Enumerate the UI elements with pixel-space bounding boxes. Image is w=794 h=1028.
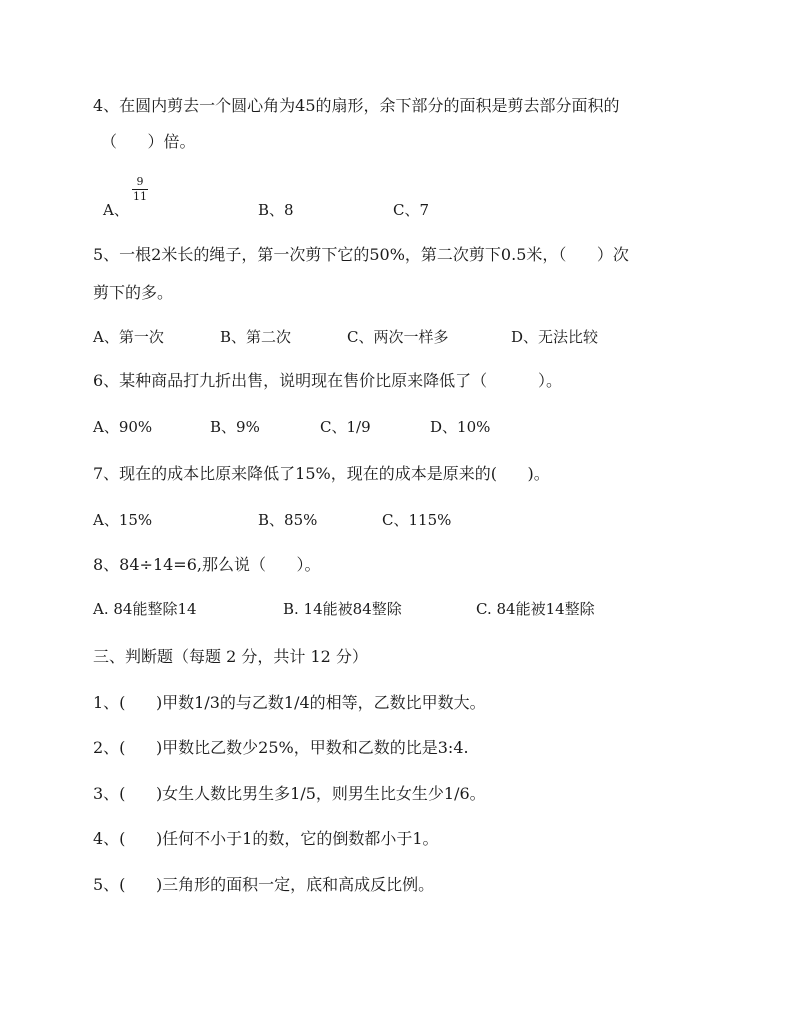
q5-option-c: C、两次一样多 [347,328,449,346]
q6-option-a: A、90% [93,418,153,436]
q4-option-a-label: A、 [103,201,129,219]
q4-option-b: B、8 [258,201,294,219]
q8-text: 8、84÷14=6,那么说（ ）。 [93,555,321,574]
fraction-denominator: 11 [133,190,147,203]
q5-option-a: A、第一次 [93,328,164,346]
q4-text-line1: 4、在圆内剪去一个圆心角为45的扇形，余下部分的面积是剪去部分面积的 [93,96,620,115]
q6-option-d: D、10% [430,418,491,436]
judgment-item-5: 5、( )三角形的面积一定，底和高成反比例。 [93,875,435,894]
judgment-item-1: 1、( )甲数1/3的与乙数1/4的相等，乙数比甲数大。 [93,693,486,712]
q6-option-b: B、9% [210,418,260,436]
q4-option-c: C、7 [393,201,430,219]
q5-text-line1: 5、一根2米长的绳子，第一次剪下它的50%，第二次剪下0.5米，（ ）次 [93,245,629,264]
fraction-numerator: 9 [136,175,144,188]
q5-option-b: B、第二次 [220,328,292,346]
q4-text-line2: （ ）倍。 [101,132,196,151]
q8-option-b: B. 14能被84整除 [283,600,402,618]
q8-option-a: A. 84能整除14 [93,600,197,618]
judgment-item-2: 2、( )甲数比乙数少25%，甲数和乙数的比是3:4. [93,738,469,757]
q8-option-c: C. 84能被14整除 [476,600,595,618]
q7-option-a: A、15% [93,511,153,529]
q7-option-c: C、115% [382,511,452,529]
q7-option-b: B、85% [258,511,318,529]
q5-option-d: D、无法比较 [511,328,599,346]
q6-option-c: C、1/9 [320,418,371,436]
judgment-item-3: 3、( )女生人数比男生多1/5，则男生比女生少1/6。 [93,784,486,803]
q6-text: 6、某种商品打九折出售，说明现在售价比原来降低了（ ）。 [93,371,563,390]
q4-option-a-fraction [132,176,148,203]
q5-text-line2: 剪下的多。 [93,283,174,302]
q7-text: 7、现在的成本比原来降低了15%，现在的成本是原来的( )。 [93,464,550,483]
section-title: 三、判断题（每题 2 分，共计 12 分） [93,647,368,666]
judgment-item-4: 4、( )任何不小于1的数，它的倒数都小于1。 [93,829,439,848]
